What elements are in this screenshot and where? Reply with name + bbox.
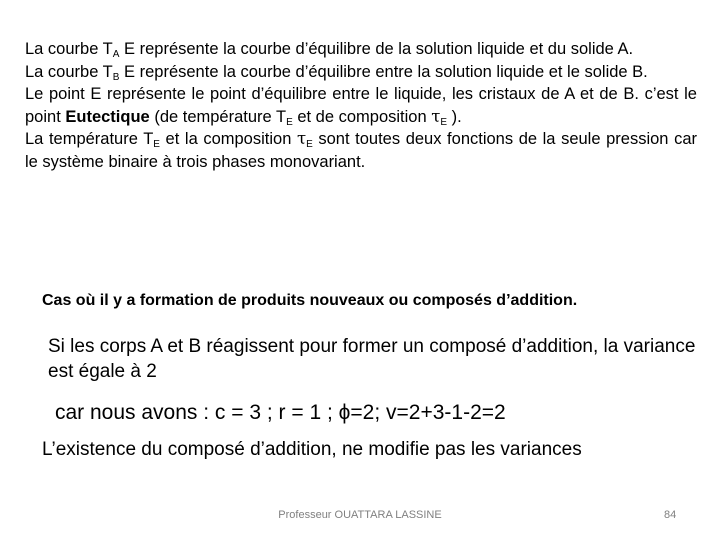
intro-text: E représente la courbe d’équilibre de la solution liquide et du solide A. (119, 40, 634, 58)
tau-symbol: τ (431, 106, 441, 126)
variance-formula: car nous avons : c = 3 ; r = 1 ; ϕ=2; v=2+3-1-2=2 (55, 401, 506, 424)
page-number: 84 (664, 509, 677, 521)
subscript: E (153, 139, 160, 150)
subscript: E (440, 116, 448, 128)
intro-text: ). (447, 107, 462, 126)
intro-text: La température T (25, 130, 154, 148)
eutectique-term: Eutectique (65, 107, 150, 126)
intro-text: et de composition (292, 107, 432, 126)
intro-text: Le point E représente le point d’équilibre entre le liquide, les cristaux de A et de B. c’est le point (25, 85, 697, 126)
intro-text: E représente la courbe d’équilibre entre la solution liquide et le solide B. (119, 62, 648, 81)
intro-text: sont toutes deux fonctions de la seule pression car le système binaire à trois phases monovariant. (25, 130, 697, 171)
footer-author: Professeur OUATTARA LASSINE (278, 509, 442, 521)
subscript: B (112, 71, 120, 83)
subscript: A (112, 49, 120, 60)
subscript: E (286, 116, 293, 128)
addition-paragraph: Si les corps A et B réagissent pour former un composé d’addition, la variance est égale à 2 (48, 336, 696, 382)
intro-text: (de température T (149, 107, 287, 126)
section-heading: Cas où il y a formation de produits nouveaux ou composés d’addition. (42, 292, 578, 309)
intro-text: et la composition (159, 130, 297, 148)
intro-text: La courbe T (25, 40, 113, 58)
tau-symbol: τ (296, 129, 307, 148)
conclusion-text: L’existence du composé d’addition, ne modifie pas les variances (42, 439, 582, 460)
subscript: E (306, 139, 313, 150)
intro-paragraph (25, 38, 697, 173)
intro-text: La courbe T (25, 62, 113, 81)
